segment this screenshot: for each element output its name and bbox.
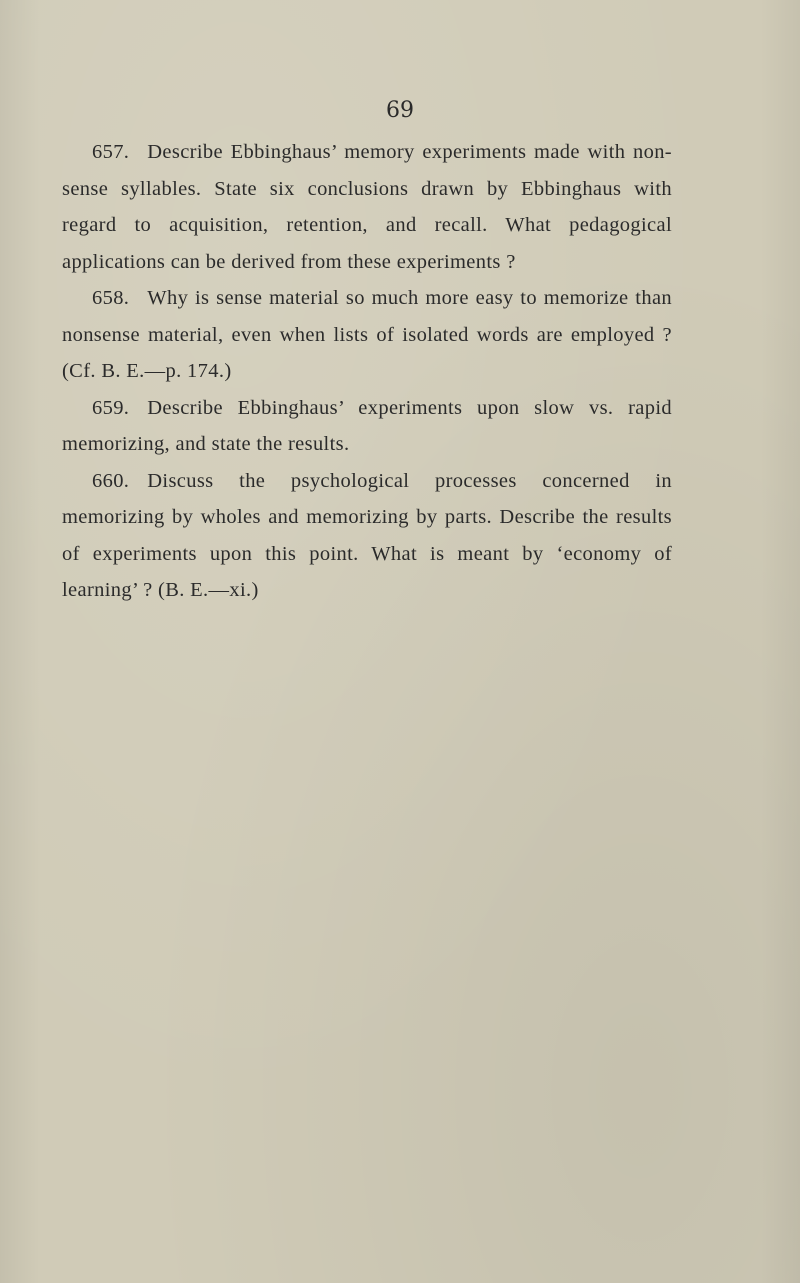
- question-658: [62, 280, 672, 390]
- question-657: [62, 134, 672, 280]
- question-text: Why is sense material so much more easy to memorize than nonsense material, even when lists of isolated words are employed ? (Cf. B. E.—p. 174.): [62, 287, 672, 382]
- question-number: 659.: [92, 396, 130, 419]
- question-number: 660.: [92, 469, 130, 492]
- question-text: Describe Ebbinghaus’ memory experiments made with non-sense syllables. State six conclusions drawn by Ebbinghaus with regard to acquisition, retention, and recall. What pedagogical applications can be derived from these experiments ?: [62, 141, 672, 273]
- page-number: 69: [386, 98, 414, 123]
- question-659: [62, 390, 672, 463]
- question-text: Discuss the psychological processes concerned in memorizing by wholes and memorizing by parts. Describe the results of experiments upon this point. What is meant by ‘economy of learning’ ? (B. E.—xi.): [62, 469, 672, 601]
- question-660: [62, 463, 672, 609]
- question-text: Describe Ebbinghaus’ experiments upon slow vs. rapid memorizing, and state the results.: [62, 396, 672, 455]
- question-number: 658.: [92, 287, 130, 309]
- question-number: 657.: [92, 141, 130, 163]
- question-list: [62, 134, 672, 609]
